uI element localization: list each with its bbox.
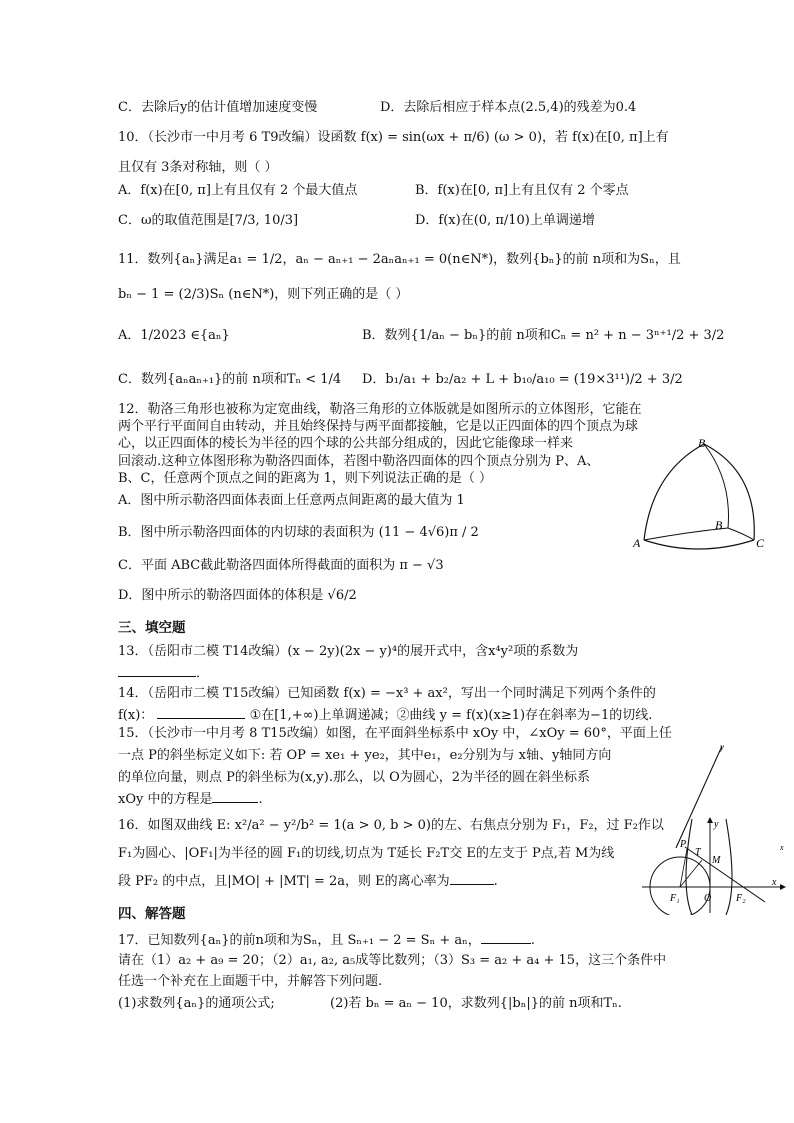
q10-option-b: B．f(x)在[0, π]上有且仅有 2 个零点 <box>415 183 629 198</box>
q12-option-b: B．图中所示勒洛四面体的内切球的表面积为 (11 − 4√6)π / 2 <box>118 525 479 540</box>
q17-part2: (2)若 bₙ = aₙ − 10，求数列{|bₙ|}的前 n项和Tₙ. <box>330 996 622 1011</box>
q12-stem-line3: 心，以正四面体的棱长为半径的四个球的公共部分组成的，因此它能像球一样来 <box>118 436 574 451</box>
y-axis-arrow <box>707 817 713 823</box>
q17-stem-line2: 请在（1）a₂ + a₉ = 20；（2）a₁, a₂, a₅成等比数列；（3）S₃ = a₂ + a₄ + 15，这三个条件中 <box>118 953 667 968</box>
label-x-stray: x <box>780 843 784 852</box>
oblique-y-label: y <box>720 742 724 752</box>
q11-option-c: C．数列{aₙaₙ₊₁}的前 n项和Tₙ < 1/4 <box>118 372 342 387</box>
q14-f-label: f(x)： <box>118 708 154 723</box>
q9-option-c: C．去除后y的估计值增加速度变慢 <box>118 100 318 115</box>
figure-edge-inner <box>704 444 729 528</box>
q17-stem-text: 17．已知数列{aₙ}的前n项和为Sₙ，且 Sₙ₊₁ − 2 = Sₙ + aₙ， <box>118 933 481 948</box>
q15-stem-line4 <box>118 790 263 809</box>
q14-stem-line1: 14．（岳阳市二模 T15改编）已知函数 f(x) = −x³ + ax²，写出一个同时满足下列两个条件的 <box>118 686 656 701</box>
q12-stem-line1: 12．勒洛三角形也被称为定宽曲线，勒洛三角形的立体版就是如图所示的立体图形，它能在 <box>118 402 642 417</box>
q15-tail: . <box>258 792 263 807</box>
q16-answer-blank[interactable] <box>450 872 494 885</box>
label-p: P <box>680 839 687 850</box>
label-m: M <box>712 855 721 866</box>
q13-stem: 13．（岳阳市二模 T14改编）(x − 2y)(2x − y)⁴的展开式中，含x⁴y²项的系数为 <box>118 644 579 659</box>
q10-stem-line2: 且仅有 3条对称轴，则（ ） <box>118 160 278 175</box>
figure-outline-right <box>704 444 754 540</box>
segment-f1-t <box>680 860 702 887</box>
section-4-heading: 四、解答题 <box>118 906 186 922</box>
q15-answer-blank[interactable] <box>212 790 258 803</box>
q14-answer-blank[interactable] <box>157 706 245 719</box>
q16-tail: . <box>493 874 498 889</box>
q12-stem-line5: B、C，任意两个顶点之间的距离为 1，则下列说法正确的是（ ） <box>118 471 493 486</box>
figure-outline-bottom <box>644 540 754 549</box>
q17-stem-line3: 任选一个补充在上面题干中，并解答下列问题. <box>118 974 383 989</box>
figure-label-b-top: B <box>698 436 706 450</box>
label-o: O <box>704 893 712 904</box>
q12-stem-line4: 回滚动.这种立体图形称为勒洛四面体，若图中勒洛四面体的四个顶点分别为 P、A、 <box>118 454 600 469</box>
q11-option-b: B．数列{1/aₙ − bₙ}的前 n项和Cₙ = n² + n − 3ⁿ⁺¹/2 + 3/2 <box>362 328 725 343</box>
q14-stem-line2 <box>118 706 652 725</box>
label-f2: F₂ <box>736 893 746 904</box>
hyperbola-right-branch <box>726 819 732 915</box>
q17-answer-blank[interactable] <box>481 931 531 944</box>
q10-stem-line1: 10．（长沙市一中月考 6 T9改编）设函数 f(x) = sin(ωx + π/6) (ω > 0)，若 f(x)在[0, π]上有 <box>118 130 669 145</box>
label-f1: F₁ <box>670 893 680 904</box>
q13-answer-line <box>118 664 209 683</box>
q9-option-d: D．去除后相应于样本点(2.5,4)的残差为0.4 <box>380 100 637 115</box>
label-x: x <box>772 877 777 888</box>
section-3-heading: 三、填空题 <box>118 620 186 636</box>
q16-stem-line3 <box>118 872 498 891</box>
x-axis-arrow <box>780 884 786 890</box>
q16-stem-line2: F₁为圆心、|OF₁|为半径的圆 F₁的切线,切点为 T延长 F₂T交 E的左支于 P点,若 M为线 <box>118 846 615 861</box>
q15-last-text: xOy 中的方程是 <box>118 792 213 807</box>
q13-tail: ． <box>196 666 210 681</box>
q13-answer-blank[interactable] <box>118 664 196 677</box>
q11-stem-line2: bₙ − 1 = (2/3)Sₙ (n∈N*)，则下列正确的是（ ） <box>118 287 409 302</box>
hyperbola-left-branch <box>686 819 692 915</box>
q11-option-a: A．1/2023 ∈{aₙ} <box>118 328 230 343</box>
q16-stem-line1: 16．如图双曲线 E: x²/a² − y²/b² = 1(a > 0, b > 0)的左、右焦点分别为 F₁，F₂，过 F₂作以 <box>118 818 664 833</box>
figure-outline-left <box>644 444 704 540</box>
figure-label-a: A <box>633 536 641 550</box>
reuleaux-tetrahedron-figure <box>628 432 778 556</box>
q15-stem-line1: 15．（长沙市一中月考 8 T15改编）如图，在平面斜坐标系中 xOy 中，∠xOy = 60°，平面上任 <box>118 726 672 741</box>
q17-stem-tail: . <box>530 933 535 948</box>
q12-option-c: C．平面 ABC截此勒洛四面体所得截面的面积为 π − √3 <box>118 558 444 573</box>
q11-stem-line1: 11．数列{aₙ}满足a₁ = 1/2，aₙ − aₙ₊₁ − 2aₙaₙ₊₁ = 0(n∈N*)，数列{bₙ}的前 n项和为Sₙ，且 <box>118 252 681 267</box>
q10-option-d: D．f(x)在(0, π/10)上单调递增 <box>415 213 595 228</box>
q14-conditions: ①在[1,+∞)上单调递减；②曲线 y = f(x)(x≥1)存在斜率为−1的切线. <box>249 708 653 723</box>
q12-option-a: A．图中所示勒洛四面体表面上任意两点间距离的最大值为 1 <box>118 493 465 508</box>
q12-stem-line2: 两个平行平面间自由转动，并且始终保持与两平面都接触，它是以正四面体的四个顶点为球 <box>118 419 639 434</box>
q17-part1: (1)求数列{aₙ}的通项公式; <box>118 996 275 1011</box>
figure-label-b-inner: B <box>715 518 723 532</box>
q17-stem-line1 <box>118 931 535 950</box>
q15-stem-line2: 一点 P的斜坐标定义如下: 若 OP = xe₁ + ye₂，其中e₁，e₂分别为与 x轴、y轴同方向 <box>118 748 612 763</box>
q15-stem-line3: 的单位向量，则点 P的斜坐标为(x,y).那么，以 O为圆心，2为半径的圆在斜坐标系 <box>118 770 591 785</box>
q10-option-a: A．f(x)在[0, π]上有且仅有 2 个最大值点 <box>118 183 358 198</box>
q11-option-d: D．b₁/a₁ + b₂/a₂ + L + b₁₀/a₁₀ = (19×3¹¹)/2 + 3/2 <box>362 372 683 387</box>
figure-label-c: C <box>756 536 765 550</box>
label-t: T <box>695 847 701 858</box>
label-y: y <box>714 819 719 830</box>
figure-edge-lower-right <box>728 528 754 540</box>
q10-option-c: C．ω的取值范围是[7/3, 10/3] <box>118 213 299 228</box>
q16-last-text: 段 PF₂ 的中点，且|MO| + |MT| = 2a，则 E的离心率为 <box>118 874 450 889</box>
hyperbola-figure <box>640 815 790 915</box>
q12-option-d: D．图中所示的勒洛四面体的体积是 √6/2 <box>118 588 357 603</box>
